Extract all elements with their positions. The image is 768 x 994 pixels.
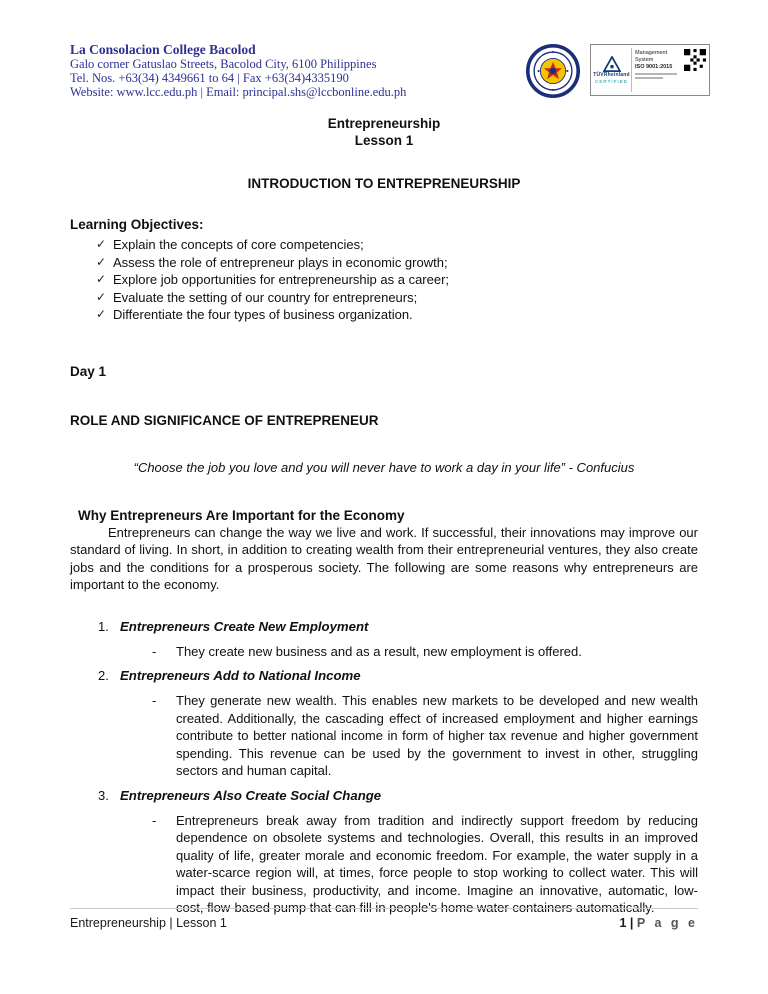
dash-bullet: -	[152, 693, 157, 709]
reason-title: Entrepreneurs Add to National Income	[120, 668, 361, 684]
objective-text: Assess the role of entrepreneur plays in economic growth;	[113, 254, 448, 270]
checkmark-icon: ✓	[96, 307, 107, 322]
footer-page-num: 1 |	[619, 916, 634, 930]
cert-system-label: Management System	[635, 50, 668, 63]
objective-item	[96, 271, 698, 289]
checkmark-icon: ✓	[96, 254, 107, 269]
doc-title-course: Entrepreneurship	[327, 116, 441, 132]
main-title: INTRODUCTION TO ENTREPRENEURSHIP	[247, 176, 521, 192]
school-name: La Consolacion College Bacolod	[70, 42, 256, 57]
tuv-triangle-icon	[603, 56, 621, 72]
school-phone: Tel. Nos. +63(34) 4349661 to 64 | Fax +63(34)4335190	[70, 70, 349, 85]
reason-head	[98, 667, 698, 685]
dash-bullet: -	[152, 812, 157, 828]
tuv-certified-text: CERTIFIED	[595, 79, 628, 84]
reason-title: Entrepreneurs Create New Employment	[120, 618, 369, 634]
iso-certification-badge	[590, 44, 710, 96]
dash-bullet: -	[152, 643, 157, 659]
objective-text: Evaluate the setting of our country for entrepreneurs;	[113, 289, 418, 305]
reasons-list	[70, 618, 698, 917]
reason-number: 1.	[98, 618, 109, 634]
qr-code	[684, 49, 706, 71]
objectives-heading: Learning Objectives:	[70, 217, 204, 233]
objective-text: Explore job opportunities for entrepreneurship as a career;	[113, 272, 450, 288]
objective-item	[96, 306, 698, 324]
doc-title-lesson: Lesson 1	[354, 133, 414, 149]
why-paragraph: Entrepreneurs can change the way we live and work. If successful, their innovations may improve our standard of living. In short, in addition to creating wealth from their entrepreneurial ventures, they also create jobs and the conditions for a prosperous society. The following are some reasons why entrepreneurs are important to the economy.	[70, 524, 698, 593]
footer-page-word: P a g e	[636, 916, 698, 930]
school-address: Galo corner Gatuslao Streets, Bacolod City, 6100 Philippines	[70, 57, 377, 71]
reason-head	[98, 618, 698, 636]
why-heading: Why Entrepreneurs Are Important for the Economy	[78, 507, 405, 523]
reason-text: They create new business and as a result, new employment is offered.	[176, 643, 582, 659]
reason-body	[152, 643, 698, 661]
objective-text: Differentiate the four types of business organization.	[113, 307, 413, 323]
reason-item	[70, 787, 698, 917]
day-label: Day 1	[70, 363, 107, 379]
reason-title: Entrepreneurs Also Create Social Change	[120, 787, 382, 803]
cert-standard-label: ISO 9001:2015	[635, 64, 673, 70]
reason-number: 2.	[98, 668, 109, 684]
doc-title-block	[0, 115, 768, 149]
reason-body	[152, 812, 698, 917]
school-seal-logo	[526, 44, 580, 98]
reason-text: Entrepreneurs break away from tradition and indirectly support freedom by reducing dependence on obsolete systems and technologies. Overall, this results in an improved quality of life, greater morale and economic freedom. For example, the water supply in a water-scarce region will, at times, force people to stop working to collect water. This will impact their business, productivity, and income. Imagine an innovative, automatic, low-cost, flow-based pump that can fill in people's home water containers automatically.	[176, 812, 698, 916]
cert-fine-print-line	[635, 73, 677, 75]
reason-item	[70, 618, 698, 661]
reason-body	[152, 692, 698, 780]
footer-left-text: Entrepreneurship | Lesson 1	[70, 916, 227, 930]
section-title: ROLE AND SIGNIFICANCE OF ENTREPRENEUR	[70, 412, 379, 428]
document-body	[0, 217, 768, 917]
header-logos	[526, 44, 710, 98]
checkmark-icon: ✓	[96, 237, 107, 252]
checkmark-icon: ✓	[96, 272, 107, 287]
reason-number: 3.	[98, 787, 109, 803]
objective-item	[96, 289, 698, 307]
cert-details	[632, 48, 706, 92]
objectives-list	[70, 236, 698, 324]
reason-head	[98, 787, 698, 805]
page-header	[0, 0, 768, 99]
objective-text: Explain the concepts of core competencies;	[113, 237, 364, 253]
quote-text: “Choose the job you love and you will never have to work a day in your life” - Confucius	[133, 459, 635, 475]
reason-text: They generate new wealth. This enables new markets to be developed and new wealth created. Additionally, the cascading effect of increased employment and higher earnings contribute to better national income in form of higher tax revenue and higher government spending. This revenue can be used by the government to invest in other, struggling sectors and human capital.	[176, 693, 698, 779]
tuv-logo-block	[594, 48, 632, 92]
page-footer	[70, 908, 698, 930]
school-website-email: Website: www.lcc.edu.ph | Email: principal.shs@lccbonline.edu.ph	[70, 84, 407, 99]
objective-item	[96, 236, 698, 254]
checkmark-icon: ✓	[96, 289, 107, 304]
school-info-block	[70, 42, 406, 99]
objective-item	[96, 254, 698, 272]
tuv-brand-text: TÜVRheinland	[593, 72, 630, 78]
footer-page-number	[620, 916, 699, 930]
reason-item	[70, 667, 698, 780]
cert-text-block	[635, 48, 682, 92]
cert-fine-print-line	[635, 77, 663, 79]
